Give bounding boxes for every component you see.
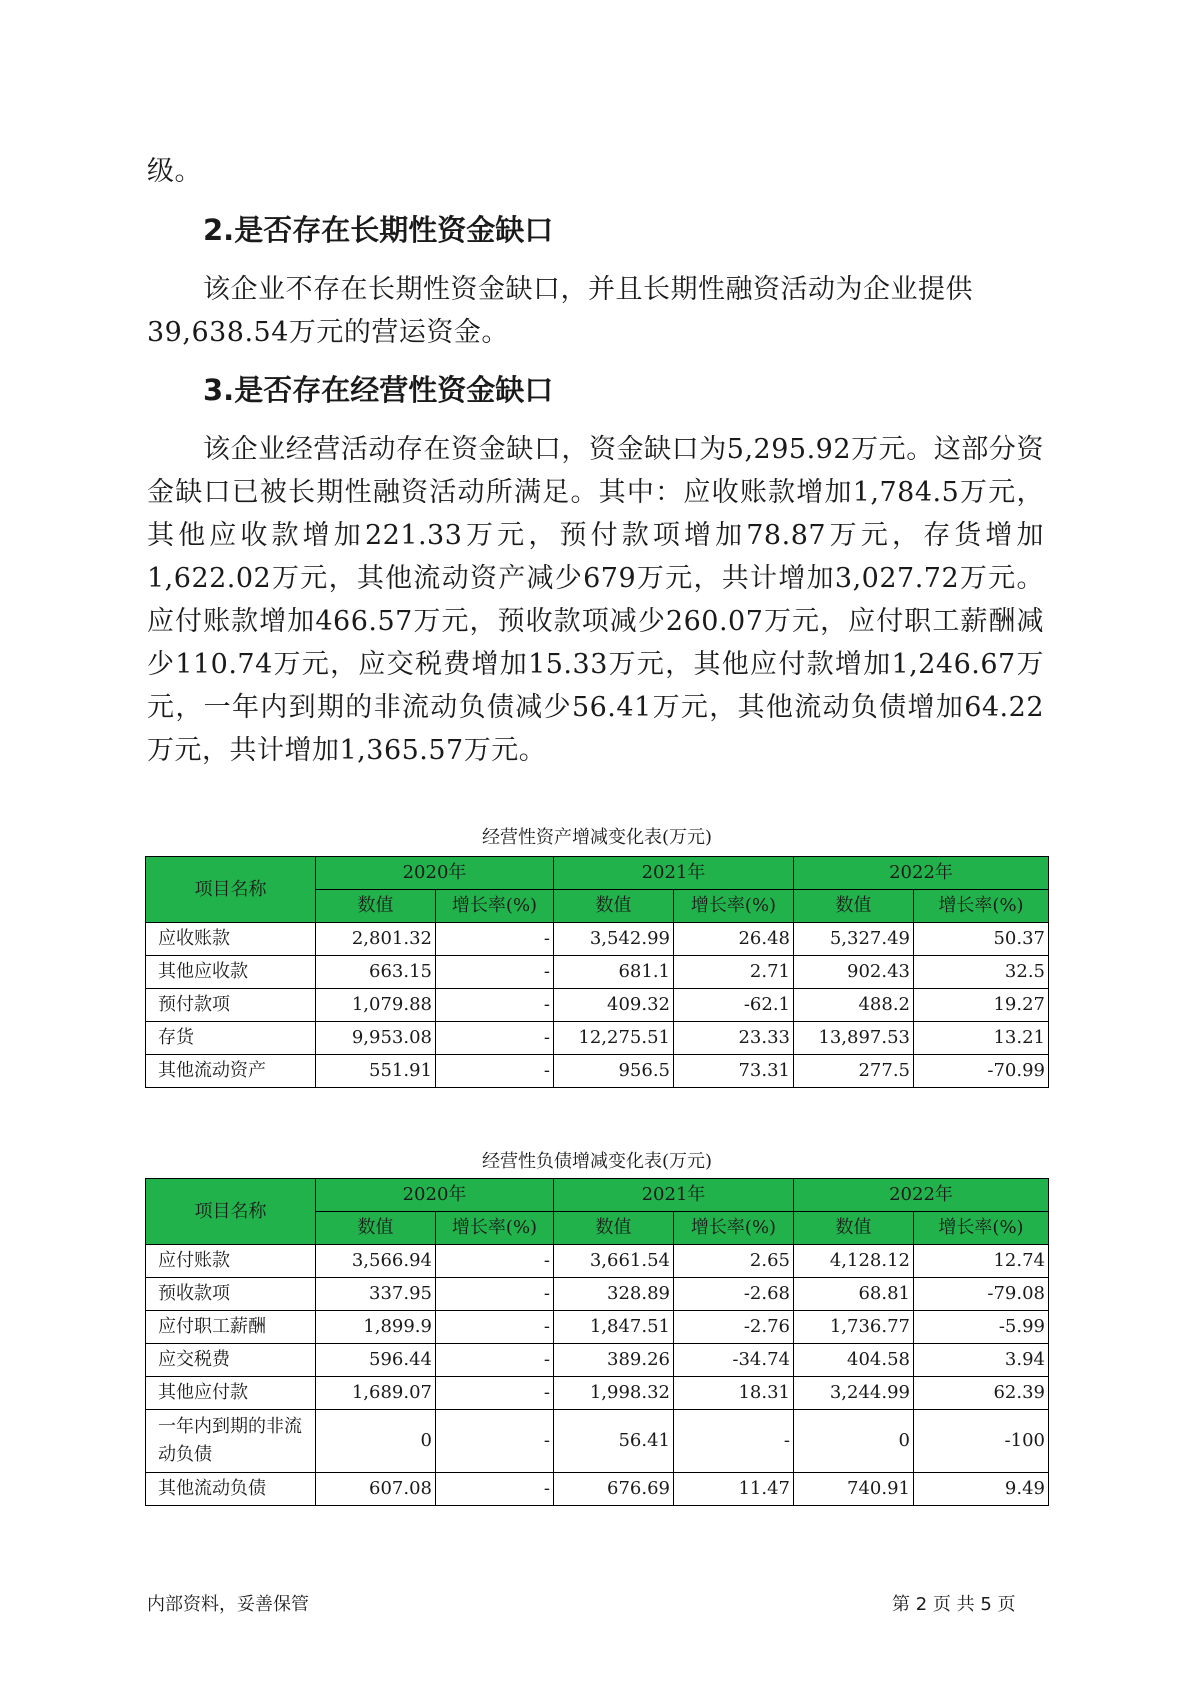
header-year-2021: 2021年 xyxy=(554,857,794,890)
cell-value: 409.32 xyxy=(554,989,674,1022)
cell-rate: - xyxy=(436,1473,554,1506)
table-row xyxy=(146,1245,1049,1278)
cell-rate: 11.47 xyxy=(674,1473,794,1506)
paragraph-long-term-gap: 该企业不存在长期性资金缺口，并且长期性融资活动为企业提供39,638.54万元的营运资金。 xyxy=(147,274,973,348)
row-name: 应交税费 xyxy=(146,1344,316,1377)
table-row xyxy=(146,1278,1049,1311)
cell-value: 2,801.32 xyxy=(316,923,436,956)
cell-rate: 73.31 xyxy=(674,1055,794,1088)
header-value: 数值 xyxy=(316,890,436,923)
header-rate: 增长率(%) xyxy=(436,1212,554,1245)
cell-value: 389.26 xyxy=(554,1344,674,1377)
header-value: 数值 xyxy=(794,890,914,923)
header-rate: 增长率(%) xyxy=(914,1212,1049,1245)
cell-rate: -2.76 xyxy=(674,1311,794,1344)
cell-rate: 62.39 xyxy=(914,1377,1049,1410)
cell-rate: 18.31 xyxy=(674,1377,794,1410)
cell-value: 277.5 xyxy=(794,1055,914,1088)
cell-rate: 12.74 xyxy=(914,1245,1049,1278)
cell-value: 1,736.77 xyxy=(794,1311,914,1344)
liabilities-change-table xyxy=(145,1178,1049,1506)
table-caption-assets: 经营性资产增减变化表(万元) xyxy=(481,827,713,848)
cell-value: 4,128.12 xyxy=(794,1245,914,1278)
cell-value: 551.91 xyxy=(316,1055,436,1088)
cell-rate: -62.1 xyxy=(674,989,794,1022)
header-item-name: 项目名称 xyxy=(146,857,316,923)
cell-value: 3,661.54 xyxy=(554,1245,674,1278)
cell-value: 596.44 xyxy=(316,1344,436,1377)
cell-value: 3,566.94 xyxy=(316,1245,436,1278)
row-name: 应收账款 xyxy=(146,923,316,956)
cell-value: 56.41 xyxy=(554,1410,674,1473)
cell-value: 1,899.9 xyxy=(316,1311,436,1344)
table-row xyxy=(146,1410,1049,1473)
cell-value: 328.89 xyxy=(554,1278,674,1311)
table-row xyxy=(146,923,1049,956)
header-value: 数值 xyxy=(554,890,674,923)
cell-rate: -79.08 xyxy=(914,1278,1049,1311)
table-row xyxy=(146,1344,1049,1377)
paragraph-operating-gap: 该企业经营活动存在资金缺口，资金缺口为5,295.92万元。这部分资金缺口已被长期性融资活动所满足。其中：应收账款增加1,784.5万元，其他应收款增加221.33万元，预付款项增加78.87万元，存货增加1,622.02万元，其他流动资产减少679万元，共计增加3,027.72万元。应付账款增加466.57万元，预收款项减少260.07万元，应付职工薪酬减少110.74万元，应交税费增加15.33万元，其他应付款增加1,246.67万元，一年内到期的非流动负债减少56.41万元，其他流动负债增加64.22万元，共计增加1,365.57万元。 xyxy=(147,434,1044,766)
cell-value: 740.91 xyxy=(794,1473,914,1506)
header-rate: 增长率(%) xyxy=(436,890,554,923)
footer-page-number: 第 2 页 共 5 页 xyxy=(892,1594,1016,1615)
cell-rate: - xyxy=(436,1278,554,1311)
cell-value: 1,079.88 xyxy=(316,989,436,1022)
cell-value: 902.43 xyxy=(794,956,914,989)
table-row xyxy=(146,1473,1049,1506)
footer-confidential-note: 内部资料，妥善保管 xyxy=(147,1594,309,1615)
row-name: 其他流动负债 xyxy=(146,1473,316,1506)
row-name: 预收款项 xyxy=(146,1278,316,1311)
cell-rate: - xyxy=(436,1055,554,1088)
cell-rate: - xyxy=(436,956,554,989)
cell-rate: -2.68 xyxy=(674,1278,794,1311)
table-row xyxy=(146,1377,1049,1410)
cell-value: 12,275.51 xyxy=(554,1022,674,1055)
cell-rate: 19.27 xyxy=(914,989,1049,1022)
row-name: 其他流动资产 xyxy=(146,1055,316,1088)
table-row xyxy=(146,1055,1049,1088)
cell-rate: 32.5 xyxy=(914,956,1049,989)
cell-value: 9,953.08 xyxy=(316,1022,436,1055)
cell-value: 5,327.49 xyxy=(794,923,914,956)
cell-rate: - xyxy=(436,1344,554,1377)
cell-rate: - xyxy=(436,1410,554,1473)
cell-value: 488.2 xyxy=(794,989,914,1022)
header-rate: 增长率(%) xyxy=(674,1212,794,1245)
header-year-2022: 2022年 xyxy=(794,1179,1049,1212)
cell-rate: -5.99 xyxy=(914,1311,1049,1344)
cell-rate: 2.65 xyxy=(674,1245,794,1278)
cell-value: 1,998.32 xyxy=(554,1377,674,1410)
cell-value: 13,897.53 xyxy=(794,1022,914,1055)
cell-value: 3,542.99 xyxy=(554,923,674,956)
assets-change-table xyxy=(145,856,1049,1088)
header-rate: 增长率(%) xyxy=(674,890,794,923)
cell-rate: -34.74 xyxy=(674,1344,794,1377)
header-item-name: 项目名称 xyxy=(146,1179,316,1245)
header-value: 数值 xyxy=(316,1212,436,1245)
cell-rate: - xyxy=(436,1022,554,1055)
section-heading-operating-gap: 3.是否存在经营性资金缺口 xyxy=(203,373,554,407)
header-rate: 增长率(%) xyxy=(914,890,1049,923)
table-row xyxy=(146,989,1049,1022)
row-name: 应付职工薪酬 xyxy=(146,1311,316,1344)
header-year-2020: 2020年 xyxy=(316,857,554,890)
cell-rate: - xyxy=(436,989,554,1022)
cell-rate: 13.21 xyxy=(914,1022,1049,1055)
cell-rate: - xyxy=(436,1245,554,1278)
row-name: 一年内到期的非流动负债 xyxy=(146,1410,316,1473)
cell-rate: 26.48 xyxy=(674,923,794,956)
cell-rate: 3.94 xyxy=(914,1344,1049,1377)
header-value: 数值 xyxy=(554,1212,674,1245)
cell-rate: - xyxy=(674,1410,794,1473)
header-value: 数值 xyxy=(794,1212,914,1245)
table-caption-liabilities: 经营性负债增减变化表(万元) xyxy=(481,1151,713,1172)
cell-rate: 2.71 xyxy=(674,956,794,989)
cell-rate: 23.33 xyxy=(674,1022,794,1055)
row-name: 应付账款 xyxy=(146,1245,316,1278)
cell-value: 676.69 xyxy=(554,1473,674,1506)
paragraph-continuation: 级。 xyxy=(147,156,202,187)
cell-rate: -70.99 xyxy=(914,1055,1049,1088)
table-row xyxy=(146,956,1049,989)
cell-value: 337.95 xyxy=(316,1278,436,1311)
header-year-2020: 2020年 xyxy=(316,1179,554,1212)
row-name: 存货 xyxy=(146,1022,316,1055)
cell-value: 3,244.99 xyxy=(794,1377,914,1410)
table-row xyxy=(146,1022,1049,1055)
table-row xyxy=(146,1311,1049,1344)
cell-value: 956.5 xyxy=(554,1055,674,1088)
cell-rate: - xyxy=(436,1311,554,1344)
cell-rate: - xyxy=(436,1377,554,1410)
cell-value: 0 xyxy=(794,1410,914,1473)
cell-value: 1,689.07 xyxy=(316,1377,436,1410)
cell-value: 663.15 xyxy=(316,956,436,989)
cell-value: 1,847.51 xyxy=(554,1311,674,1344)
header-year-2021: 2021年 xyxy=(554,1179,794,1212)
cell-value: 681.1 xyxy=(554,956,674,989)
cell-rate: - xyxy=(436,923,554,956)
cell-value: 607.08 xyxy=(316,1473,436,1506)
cell-rate: -100 xyxy=(914,1410,1049,1473)
row-name: 其他应收款 xyxy=(146,956,316,989)
cell-value: 68.81 xyxy=(794,1278,914,1311)
header-year-2022: 2022年 xyxy=(794,857,1049,890)
cell-rate: 50.37 xyxy=(914,923,1049,956)
row-name: 预付款项 xyxy=(146,989,316,1022)
cell-value: 404.58 xyxy=(794,1344,914,1377)
row-name: 其他应付款 xyxy=(146,1377,316,1410)
cell-rate: 9.49 xyxy=(914,1473,1049,1506)
cell-value: 0 xyxy=(316,1410,436,1473)
section-heading-long-term-gap: 2.是否存在长期性资金缺口 xyxy=(203,213,554,247)
